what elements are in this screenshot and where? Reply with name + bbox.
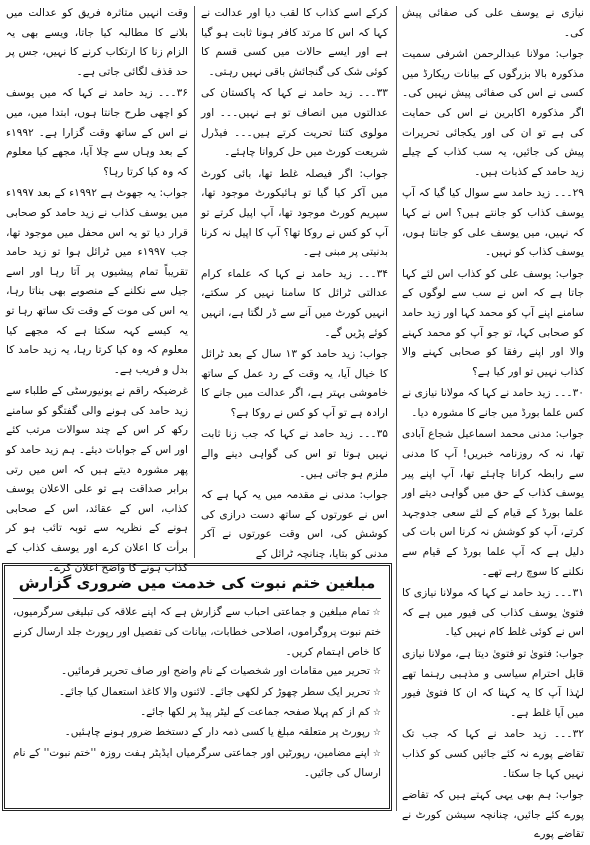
star-icon: ☆ [372, 708, 381, 719]
paragraph: جواب: زید حامد کو ۱۳ سال کے بعد ٹرائل کا خیال آیا، یہ وقت کے رد عمل کے ساتھ خاموشی بہتر ہے، اگر عدالت میں جانے کا ارادہ ہے تو آپ کو کس نے روکا ہے؟ [201, 348, 388, 419]
paragraph: نیازی نے یوسف علی کی صفائی پیش کی۔ [402, 7, 584, 39]
paragraph: ۲۹۔۔۔ زید حامد سے سوال کیا گیا کہ آپ یوسف کذاب کو جانتے ہیں؟ اس نے کہا کہ نہیں، میں یوسف علی کو جانتا ہوں، یوسف کذاب کو نہیں۔ [402, 187, 584, 259]
notice-item-text: رپورٹ پر متعلقہ مبلغ یا کسی ذمہ دار کے دستخط ضرور ہونے چاہئیں۔ [64, 726, 370, 739]
notice-item [13, 683, 381, 703]
star-icon: ☆ [372, 728, 381, 739]
paragraph: ۳۰۔۔۔ زید حامد نے کہا کہ مولانا نیازی نے کس علما بورڈ میں جانے کا مشورہ دیا۔ [402, 387, 584, 419]
paragraph: غرضیکہ راقم نے یونیورسٹی کے طلباء سے زید حامد کی ہونے والی گفتگو کو سامنے رکھ کر اس کے چند سوالات مرتب کئے اور اس کے جوابات دیئے۔ ہم زید حامد کو پھر مشورہ دیتے ہیں کہ اس میں رتی برابر صداقت ہے تو علی الاعلان یوسف کذاب، اس کے عقائد، اس کے صحابی ہونے کے نظریہ سے توبہ تائب ہو کر برأت کا اعلان کرے اور یوسف کذاب کے کذاب ہونے کا واضح اعلان کرے۔ [6, 385, 188, 574]
star-icon: ☆ [372, 608, 381, 618]
notice-list [13, 603, 381, 784]
paragraph: جواب: یوسف علی کو کذاب اس لئے کہا جاتا ہے کہ اس نے سب سے لوگوں کے سامنے اپنے آپ کو محمد کہا اور زید حامد کو صحابی کہا، تو جو آپ کو محمد کہنے والا اور اپنے رفقا کو صحابی کہنے والا کذاب نہیں تو اور کیا ہے؟ [402, 267, 584, 378]
column-divider [396, 6, 397, 811]
notice-item [13, 723, 381, 743]
paragraph: جواب: ہم بھی یہی کہتے ہیں کہ تقاضے پورے کئے جائیں، چنانچہ سیشن کورٹ نے تقاضے پورے [402, 789, 584, 841]
notice-item [13, 603, 381, 662]
paragraph: ۳۴۔۔۔ زید حامد نے کہا کہ علماء کرام عدالتی ٹرائل کا سامنا نہیں کر سکتے، انہیں کورٹ میں آنے سے ڈر لگتا ہے، انہیں کوئے پڑیں گے۔ [201, 267, 388, 339]
star-icon: ☆ [372, 667, 381, 678]
column-middle [197, 4, 392, 564]
paragraph: ۳۱۔۔۔ زید حامد نے کہا کہ مولانا نیازی کا فتویٰ یوسف کذاب کی فیور میں ہے کہ اس نے کوئی غلط کام نہیں کیا۔ [402, 587, 584, 639]
notice-box [2, 563, 392, 811]
column-left [2, 4, 192, 574]
paragraph: ۳۳۔۔۔ زید حامد نے کہا کہ پاکستان کی عدالتوں میں انصاف تو ہے نہیں۔۔۔ اور مولوی کتنا تحریت کرتے ہیں۔۔۔ فیڈرل شریعت کورٹ میں حل کروانا چاہئے۔ [201, 87, 388, 159]
paragraph: جواب: مدنی محمد اسماعیل شجاع آبادی تھا، نہ کہ روزنامہ خبریں! آپ کا مدنی سے رابطہ کرانا چاہئے تھا، آپ اپنے پیر یوسف کذاب کے حق میں گواہی دیتے اور علما بورڈ کے قیام کے لئے سعی جدوجہد کرتے، آپ کو کوشش نہ کرنا اس بات کی دلیل ہے کہ آپ علما بورڈ کے قیام سے نکلنے کا سوچ رہے تھے۔ [402, 428, 584, 578]
paragraph: جواب: یہ جھوٹ ہے ۱۹۹۲ء کے بعد ۱۹۹۷ء میں یوسف کذاب نے زید حامد کو صحابی قرار دیا تو یہ اس محفل میں موجود تھا، جب ۱۹۹۷ء میں ٹرائل ہوا تو زید حامد تقریباً تمام پیشیوں پر آتا رہا اور اسے جیل سے نکلنے کے منصوبے بھی بناتا رہا، یہ اس کی موت کے وقت تک ساتھ رہا تو یہ کیسے کہہ سکتا ہے کہ مجھے کیا معلوم کہ وہ کیا کرتا رہا، یہ زید حامد کا بدل و فریب ہے۔ [6, 187, 188, 376]
paragraph: جواب: اگر فیصلہ غلط تھا، بائی کورٹ میں آکر کیا گیا تو ہائیکورٹ موجود تھا، سپریم کورٹ موجود تھا، آپ اپیل کرتے تو آپ کو کس نے روکا تھا؟ آپ کا اپیل نہ کرنا بدنیتی پر مبنی ہے۔ [201, 167, 388, 259]
star-icon: ☆ [372, 748, 381, 759]
paragraph: وقت انہیں متاثرہ فریق کو عدالت میں بلانے کا مطالبہ کیا جاتا، ویسے بھی یہ الزام زنا کا ارتکاب کرنے کا نہیں، جس پر حد قذف لگائی جاتی ہے۔ [6, 7, 188, 78]
notice-item-text: تحریر ایک سطر چھوڑ کر لکھی جائے۔ لائنوں والا کاغذ استعمال کیا جائے۔ [58, 685, 370, 698]
notice-item-text: تمام مبلغین و جماعتی احباب سے گزارش ہے کہ اپنے علاقہ کی تبلیغی سرگرمیوں، ختم نبوت پروگراموں، اصلاحی خطابات، بیانات کی تفصیل اور رپورٹ جلد ارسال کرنے کا خاص اہتمام کریں۔ [13, 606, 381, 658]
paragraph: جواب: مولانا عبدالرحمن اشرفی سمیت مذکورہ بالا بزرگوں کے بیانات ریکارڈ میں کسی نے اس کی صفائی پیش نہیں کی۔ اگر مذکورہ اکابرین نے اس کی حمایت کی ہے تو ان کی اور یکجائی تحریرات پیش کی جائیں، یہ سب کذاب کے چیلے زید حامد کے کذبات ہیں۔ [402, 48, 584, 178]
star-icon: ☆ [372, 687, 381, 698]
column-divider [194, 6, 195, 558]
column-right [398, 4, 588, 841]
notice-item-text: تحریر میں مقامات اور شخصیات کے نام واضح اور صاف تحریر فرمائیں۔ [61, 665, 370, 678]
notice-item-text: کم از کم پہلا صفحہ جماعت کے لیٹر پیڈ پر لکھا جائے۔ [140, 706, 370, 719]
paragraph: کرکے اسے کذاب کا لقب دیا اور عدالت نے کہا کہ اس کا مرتد کافر ہونا ثابت ہو گیا ہے اور ایسے حالات میں کسی قسم کا کوئی شک کی گنجائش باقی نہیں رہتی۔ [201, 7, 388, 78]
notice-item [13, 703, 381, 723]
notice-item [13, 744, 381, 784]
paragraph: ۳۵۔۔۔ زید حامد نے کہا کہ جب زنا ثابت نہیں ہوتا تو اس کی گواہی دینے والے ملزم ہو جاتی ہیں۔ [201, 428, 388, 480]
paragraph: جواب: مدنی نے مقدمہ میں یہ کہا ہے کہ اس نے عورتوں کے ساتھ دست درازی کی کوشش کی، اس وقت عورتوں نے آکر مدنی کو بتایا، چنانچہ ٹرائل کے [201, 489, 388, 561]
notice-item [13, 662, 381, 682]
notice-title: مبلغین ختم نبوت کی خدمت میں ضروری گزارش [13, 570, 381, 599]
paragraph: جواب: فتویٰ تو فتویٰ دیتا ہے، مولانا نیازی قابل احترام سیاسی و مذہبی رہنما تھے لہٰذا آپ کا یہ کہنا کہ ان کا فتویٰ فیور میں آیا غلط ہے۔ [402, 648, 584, 719]
paragraph: ۳۲۔۔۔ زید حامد نے کہا کہ جب تک تقاضے پورے نہ کئے جائیں کسی کو کذاب نہیں کہا جا سکتا۔ [402, 728, 584, 780]
notice-item-text: اپنے مضامین، رپورٹیں اور جماعتی سرگرمیاں ایڈیٹر ہفت روزہ ''ختم نبوت'' کے نام ارسال کی جائیں۔ [13, 746, 381, 780]
paragraph: ۳۶۔۔۔ زید حامد نے کہا کہ میں یوسف کو اچھی طرح جانتا ہوں، ابتدا میں، میں نے اس کے ساتھ وقت گزارا ہے۔ ۱۹۹۲ء کے بعد وہاں سے چلا آیا، مجھے کیا معلوم کہ وہ کیا کرتا رہا؟ [6, 87, 188, 178]
